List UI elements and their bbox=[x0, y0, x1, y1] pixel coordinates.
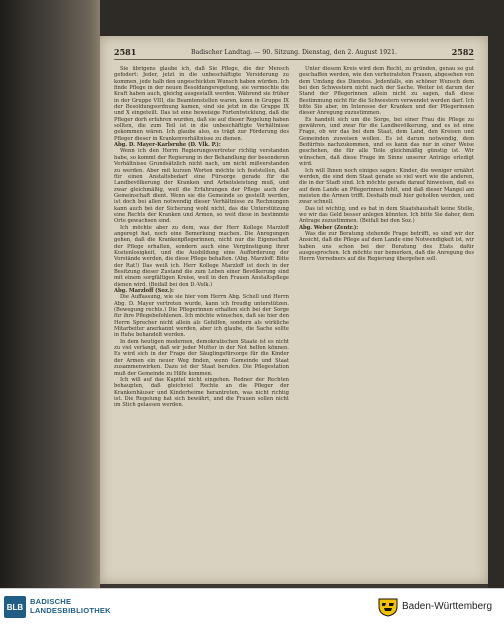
paragraph: Das ist wichtig, und es hat in dem Staatshaushalt keine Stelle, wo wir das Geld besser anlegen könnten. Ich bitte Sie daher, dem Antrage zuzustimmen. (Beifall bei den Soz.) bbox=[299, 205, 474, 225]
book-gutter bbox=[0, 0, 100, 588]
page-running-title: Badischer Landtag. — 90. Sitzung. Dienstag, den 2. August 1921. bbox=[190, 48, 397, 56]
paragraph: Ich möchte aber zu dem, was der Herr Kollege Marzloff angeregt hat, noch eine Bemerkung machen. Die Anregungen gehen, daß die Krankenpflegerinnen, nicht nur die Eigenschaft der Pflege erhalten, sondern auch eine Vergünstigung ihrer Kostenlosigkeit, und die Ausbildung eine Aufforderung der Vorstände werden, die diese Pflege behalten. (Abg. Marzloff: Bitte der Rat!) Das weiß ich. Herr Kollege Marzloff ist doch in der Besitzung dieser Zustand die zum Leben einer Bevölkerung sind mit einem sorgfältigen Kreise, weil in den Frauen Anstaltspflege dienen wird. (Beifall bei den D.-Volk.) bbox=[114, 224, 289, 288]
paragraph: Unter diesem Kreis wird dem Recht, zu gründen, genau so gut geschaffen werden, wie den verheirateten Frauen, abgesehen von dem Umfang des Dienstes. Jedenfalls, ein schöner Wunsch dem bei den Schwestern nicht nach der Sache. Weiter ist darum der Stand der Pflegerinnen allein nicht zu sagen, daß diese Bestimmung nicht für die Schwestern verwendet werden darf. Ich bitte Sie aber, im Interesse der Kranken und der Pflegerinnen dieser Anregung zuzustimmen. bbox=[299, 66, 474, 117]
paragraph: Ich will auf das Kapitel nicht eingehen. Redner der Rechten behaupten, daß gleichviel Rechte an die Pfleger der Krankenhäuser und Kinderheime herantreten, was nicht richtig ist. Die Regelung hat sich bewährt, und die Frauen sollen nicht im Stich gelassen werden. bbox=[114, 376, 289, 409]
left-page-number: 2581 bbox=[114, 47, 137, 57]
blb-logo-icon[interactable]: BLB bbox=[4, 596, 26, 618]
baden-wuerttemberg-crest-icon bbox=[377, 597, 399, 617]
paragraph: Wenn ich den Herrn Regierungsvertreter richtig verstanden habe, so kommt der Regierung in der Behandlung der besonderen Verhältnisse Grundsätzlich nicht nach, um nicht mißverstanden zu werden. Aber mit kurzen Worten möchte ich feststellen, daß für einen Anstaltsbedarf eine Fürsorge gerade für die Landbevölkerung der Kranken und Arbeitsleistung muß, und zwar gleichmäßig, weil die Erfahrungen der Pflege auch der Gemeinschaft dient. Wenn sie die Gemeinde so gestellt werden, ist doch bei allen notwendig dieser Verhältnisse zu Rechnungen kann auch bei der Sicherung wohl nicht, das die Unterstützung eine Rechts der Kranken und Armen, so weit diese in bestimmte Orte gewachsen sind. bbox=[114, 148, 289, 225]
library-name[interactable] bbox=[30, 597, 111, 615]
right-text-column bbox=[299, 66, 474, 574]
left-text-column bbox=[114, 66, 289, 574]
library-name-line2: LANDESBIBLIOTHEK bbox=[30, 606, 111, 615]
library-name-line1: BADISCHE bbox=[30, 597, 72, 606]
viewer-footer bbox=[0, 588, 504, 624]
speaker-heading: Abg. D. Mayer-Karlsruhe (D. Vlk. P.): bbox=[114, 142, 221, 149]
paragraph: Es handelt sich um die Sorge, bei einer Frau die Pflege zu gewähren, und zwar für die Landbevölkerung, und es ist eine Frage, ob wir das bei dem Staat, dem Land, den Kreisen und Gemeinden zuweisen wollen. Es ist darum notwendig, dem Bedürfnis nachzukommen, und es kann das nur in einer Weise geschehen, die für alle Teile gleichmäßig günstig ist. Wir wünschen, daß diese Frage im Sinne unserer Anträge erledigt wird. bbox=[299, 116, 474, 168]
paragraph: In dem heutigen modernen, demokratischen Staate ist es nicht zu viel verlangt, daß wir jeder Mutter in der Not helfen können. Es wird sich in der Frage der Säuglingsfürsorge für die Kinder der Armen ein neuer Weg finden, wenn Gemeinde und Staat zusammenwirken. Dazu ist der Staat berufen. Die Pflegestation muß der Gemeinde zu Hilfe kommen. bbox=[114, 338, 289, 377]
paragraph: Die Auffassung, wie sie hier vom Herrn Abg. Schell und Herrn Abg. D. Mayer vertreten wurde, kann ich freudig unterstützen. (Bewegung rechts.) Die Pflegerinnen erhalten sich bei der Sorge für ihre Pflegebefohlenen. Ich möchte wünschen, daß sie hier den Herrn Sprecher nicht allein als Gehilfen, sondern als wirkliche Mitarbeiter anerkannt werden, aber ich glaube, die Sache sollte in Ruhe behandelt werden. bbox=[114, 294, 289, 339]
speaker-heading: Abg. Weber (Zentr.): bbox=[299, 224, 359, 231]
scan-right-edge bbox=[488, 0, 504, 588]
paragraph: Ich will Ihnen noch einiges sagen: Kinder, die weniger ernährt werden, die sind dem Staat gerade so viel wert wie die anderen, die in der Stadt sind. Ich möchte gerade darauf hinweisen, daß es auf dem Lande an Pflegerinnen fehlt, und daß dieser Mangel am meisten die Armen trifft. Deshalb muß hier geholfen werden, und zwar schnell. bbox=[299, 167, 474, 206]
page-header bbox=[114, 45, 474, 60]
paragraph: Sie übrigens glaube ich, daß Sie Pflege, die der Mensch gefodert: Jeder, jetzt in die unbeschäftigte Versiderung zu kommen, jede halb den ungeschickten Wunsch haben würden. Ich finde Pflege in der neuen Besoldungsregelung, sie vermochte die Kraft haben auch, gleichg ausgestallt werden. Während sie früher in der Gruppe VIII, die Beamtenstellen waren, konn in Gruppe IX der Besoldungsordnung kamen, sind sie jetzt in die Gruppe IX und X eingeteilt. Das ist eine beweisige Fortentwicklung, daß die Pfleger dorh erfahren wurden, daß sie auf dieser Regelung haben sollten, die zum Teil ist in die unbeschäftigte Verhältnisse gekommen wären. Ich glaube also, es trägt zur Förderung des Pfleger dieser in Krankenverhältnisse zu dienen. bbox=[114, 66, 289, 142]
paragraph: Was die zur Beratung stehende Frage betrifft, so sind wir der Ansicht, daß die Pflege auf dem Lande eine Notwendigkeit ist, wir haben uns schon bei der Beratung des Etats dafür ausgesprochen. Ich möchte nur bemerken, daß die Anregung des Herrn Vorredners auf die Regierung übergehen soll. bbox=[299, 230, 474, 263]
baden-wuerttemberg-brand[interactable]: Baden-Württemberg bbox=[402, 601, 493, 612]
newspaper-page bbox=[100, 36, 488, 584]
speaker-heading: Abg. Marzloff (Soz.): bbox=[114, 288, 174, 295]
right-page-number: 2582 bbox=[451, 47, 474, 57]
